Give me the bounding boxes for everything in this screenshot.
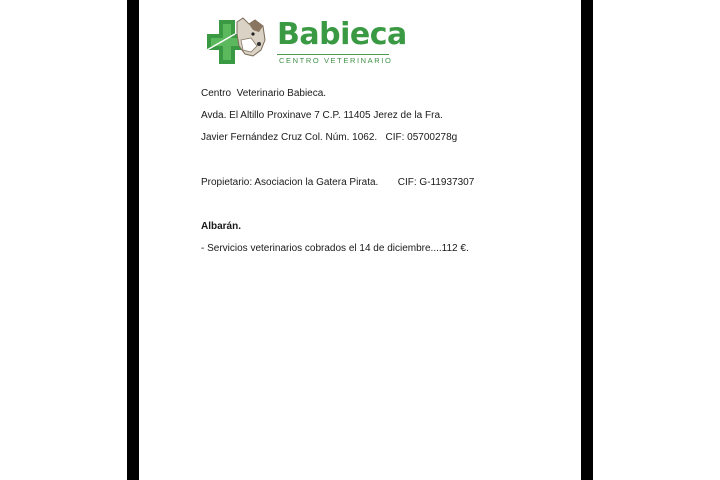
owner-line: Propietario: Asociacion la Gatera Pirata. CIF: G-11937307 <box>201 177 475 188</box>
clinic-logo <box>205 16 407 68</box>
brand-divider <box>277 54 389 55</box>
right-border <box>581 0 593 480</box>
cross-and-dog-icon <box>205 16 271 68</box>
vet-info: Javier Fernández Cruz Col. Núm. 1062. CIF: 05700278g <box>201 132 458 143</box>
albaran-item: - Servicios veterinarios cobrados el 14 de diciembre....112 €. <box>201 243 469 254</box>
clinic-address: Avda. El Altillo Proxinave 7 C.P. 11405 Jerez de la Fra. <box>201 110 443 121</box>
albaran-title: Albarán. <box>201 221 242 232</box>
brand-tagline: CENTRO VETERINARIO <box>279 56 393 65</box>
left-border <box>127 0 139 480</box>
brand-name: Babieca <box>277 17 407 52</box>
clinic-name: Centro Veterinario Babieca. <box>201 88 327 99</box>
